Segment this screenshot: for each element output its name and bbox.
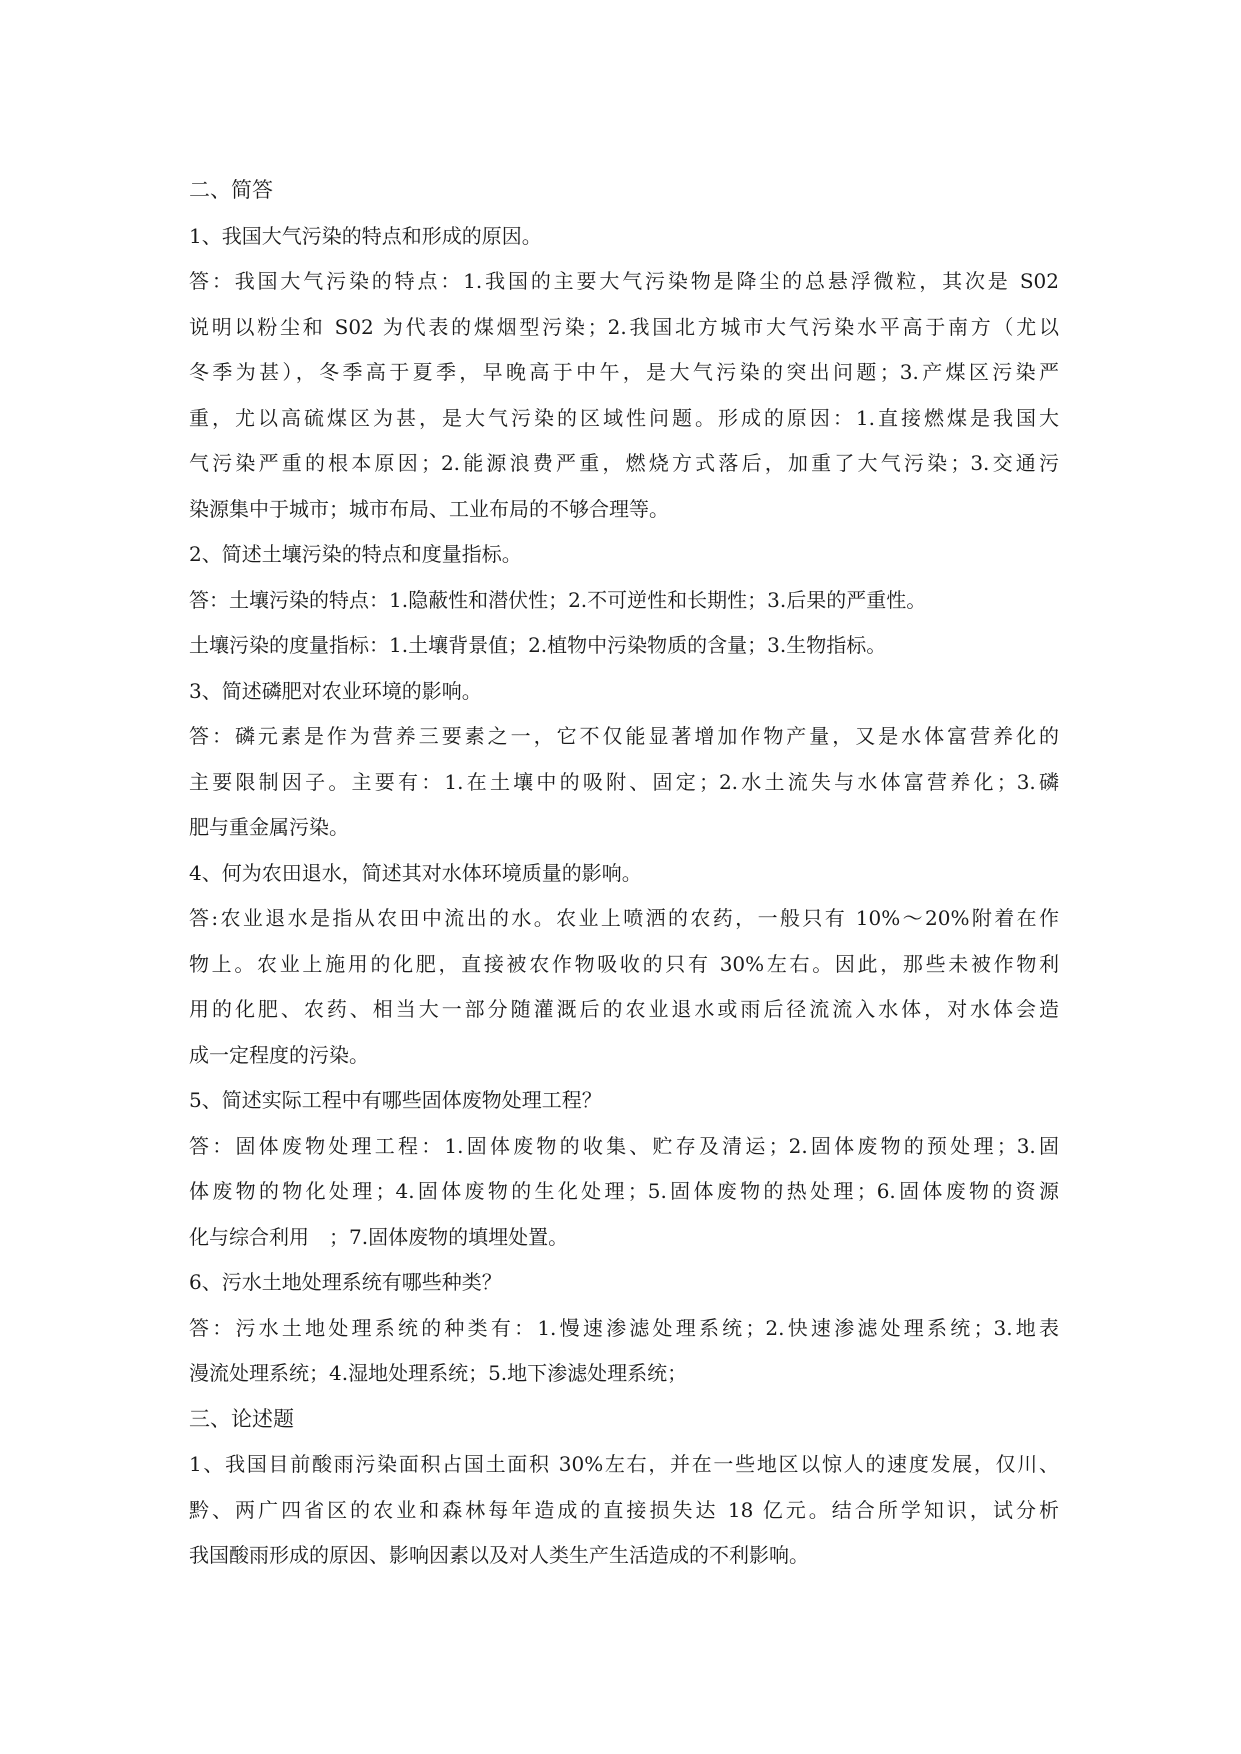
answer-6-line-2: 漫流处理系统；4.湿地处理系统；5.地下渗滤处理系统； xyxy=(189,1361,688,1385)
answer-1-line-1: 答：我国大气污染的特点：1.我国的主要大气污染物是降尘的总悬浮微粒，其次是 S02 xyxy=(189,269,1059,293)
answer-4-line-4: 成一定程度的污染。 xyxy=(189,1042,369,1067)
question-5: 5、简述实际工程中有哪些固体废物处理工程？ xyxy=(189,1088,602,1112)
essay-question-line-2: 黔、两广四省区的农业和森林每年造成的直接损失达 18 亿元。结合所学知识，试分析 xyxy=(189,1497,1059,1522)
answer-1-line-2: 说明以粉尘和 S02 为代表的煤烟型污染；2.我国北方城市大气污染水平高于南方（尤以 xyxy=(189,314,1059,339)
answer-5-line-1: 答：固体废物处理工程：1.固体废物的收集、贮存及清运；2.固体废物的预处理；3.固 xyxy=(189,1133,1059,1158)
answer-3-line-1: 答：磷元素是作为营养三要素之一，它不仅能显著增加作物产量，又是水体富营养化的 xyxy=(189,724,1059,748)
question-3: 3、简述磷肥对农业环境的影响。 xyxy=(189,678,482,703)
essay-question-line-3: 我国酸雨形成的原因、影响因素以及对人类生产生活造成的不利影响。 xyxy=(189,1543,809,1567)
question-6: 6、污水土地处理系统有哪些种类？ xyxy=(189,1270,502,1294)
document-body xyxy=(189,168,1059,1579)
question-1: 1、我国大气污染的特点和形成的原因。 xyxy=(189,223,542,248)
section-heading-essay: 三、论述题 xyxy=(189,1406,294,1431)
answer-1-line-6: 染源集中于城市；城市布局、工业布局的不够合理等。 xyxy=(189,496,669,521)
answer-2-line-2: 土壤污染的度量指标：1.土壤背景值；2.植物中污染物质的含量；3.生物指标。 xyxy=(189,633,887,657)
question-4: 4、何为农田退水，简述其对水体环境质量的影响。 xyxy=(189,860,642,885)
essay-question-line-1: 1、我国目前酸雨污染面积占国土面积 30%左右，并在一些地区以惊人的速度发展，仅川、 xyxy=(189,1452,1059,1476)
answer-1-line-5: 气污染严重的根本原因；2.能源浪费严重，燃烧方式落后，加重了大气污染；3.交通污 xyxy=(189,451,1059,475)
answer-4-line-1: 答:农业退水是指从农田中流出的水。农业上喷洒的农药，一般只有 10%～20%附着在作 xyxy=(189,906,1059,930)
answer-3-line-2: 主要限制因子。主要有：1.在土壤中的吸附、固定；2.水土流失与水体富营养化；3.磷 xyxy=(189,769,1059,794)
answer-6-line-1: 答：污水土地处理系统的种类有：1.慢速渗滤处理系统；2.快速渗滤处理系统；3.地表 xyxy=(189,1315,1059,1340)
answer-1-line-4: 重，尤以高硫煤区为甚，是大气污染的区域性问题。形成的原因：1.直接燃煤是我国大 xyxy=(189,405,1059,430)
answer-5-line-2: 体废物的物化处理；4.固体废物的生化处理；5.固体废物的热处理；6.固体废物的资源 xyxy=(189,1179,1059,1203)
section-heading-short-answer: 二、简答 xyxy=(189,178,273,202)
answer-3-line-3: 肥与重金属污染。 xyxy=(189,815,349,839)
answer-5-line-3: 化与综合利用 ；7.固体废物的填埋处置。 xyxy=(189,1224,569,1249)
question-2: 2、简述土壤污染的特点和度量指标。 xyxy=(189,542,522,566)
answer-2-line-1: 答：土壤污染的特点：1.隐蔽性和潜伏性；2.不可逆性和长期性；3.后果的严重性。 xyxy=(189,587,927,612)
answer-1-line-3: 冬季为甚），冬季高于夏季，早晚高于中午，是大气污染的突出问题；3.产煤区污染严 xyxy=(189,360,1059,384)
answer-4-line-3: 用的化肥、农药、相当大一部分随灌溉后的农业退水或雨后径流流入水体，对水体会造 xyxy=(189,997,1059,1021)
answer-4-line-2: 物上。农业上施用的化肥，直接被农作物吸收的只有 30%左右。因此，那些未被作物利 xyxy=(189,951,1059,976)
